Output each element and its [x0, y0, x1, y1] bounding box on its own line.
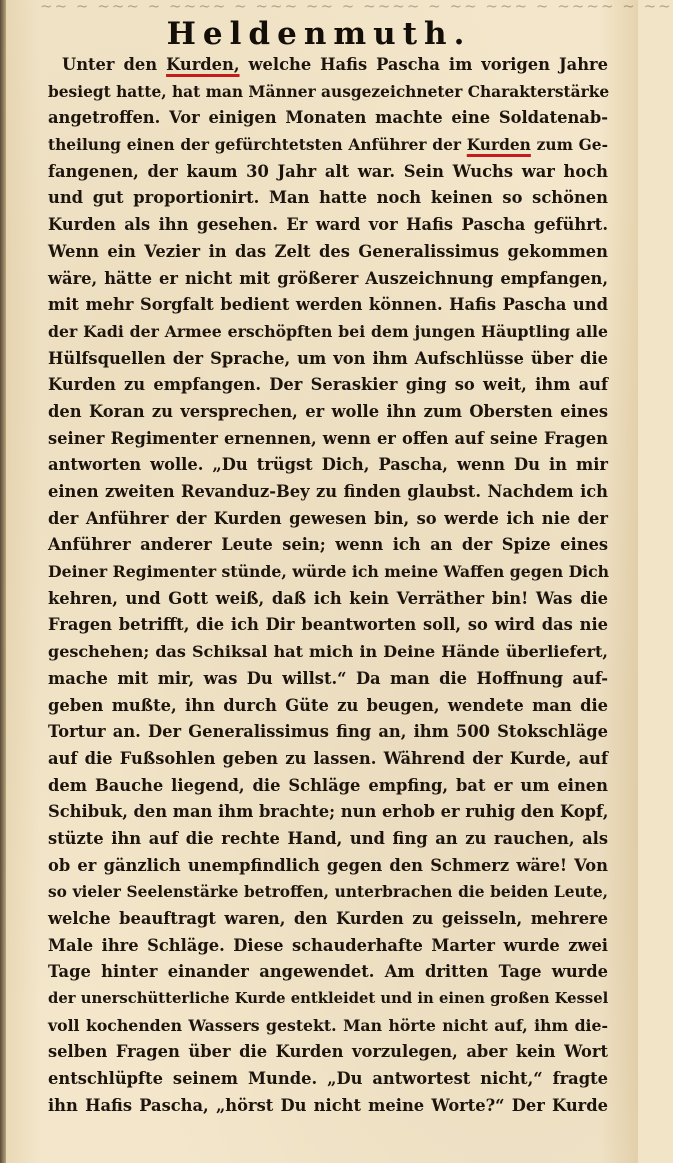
text-segment: Tage hinter einander angewendet. Am dritten Tage wurde: [48, 962, 608, 982]
text-line: [48, 853, 608, 880]
highlighted-word: Kurden: [466, 136, 531, 155]
text-segment: angetroffen. Vor einigen Monaten machte eine Soldatenab-: [48, 108, 608, 128]
bleed-through-text: ~~ ~ ~~~ ~ ~~~~ ~ ~~~ ~~ ~ ~~~~ ~ ~~ ~~~ ~ ~~~~ ~ ~~: [40, 0, 673, 15]
text-segment: auf die Fußsohlen geben zu lassen. Während der Kurde, auf: [48, 748, 608, 768]
text-line: [48, 1066, 608, 1093]
text-segment: Male ihre Schläge. Diese schauderhafte Marter wurde zwei: [48, 935, 608, 955]
text-line: [48, 185, 608, 212]
text-line: [48, 1013, 608, 1040]
text-line: [48, 933, 608, 960]
text-line: [48, 159, 608, 186]
text-segment: Hülfsquellen der Sprache, um von ihm Aufschlüsse über die: [48, 348, 608, 368]
text-line: [48, 693, 608, 720]
text-line: [48, 52, 608, 79]
text-segment: Unter den: [62, 55, 167, 74]
text-segment: Deiner Regimenter stünde, würde ich meine Waffen gegen Dich: [48, 562, 610, 582]
text-segment: selben Fragen über die Kurden vorzulegen, aber kein Wort: [48, 1042, 608, 1062]
text-segment: voll kochenden Wassers gestekt. Man hörte nicht auf, ihm die-: [48, 1015, 608, 1035]
text-segment: und gut proportionirt. Man hatte noch keinen so schönen: [48, 188, 608, 208]
text-line: [48, 105, 608, 132]
highlighted-word: Kurden,: [166, 55, 240, 74]
text-line: [48, 79, 608, 106]
text-line: [48, 906, 608, 933]
text-segment: mache mit mir, was Du willst.“ Da man die Hoffnung auf-: [48, 668, 608, 688]
text-segment: ihn Hafis Pascha, „hörst Du nicht meine Worte?“ Der Kurde: [48, 1095, 608, 1115]
text-line: [48, 372, 608, 399]
text-line: [48, 399, 608, 426]
text-line: [48, 479, 608, 506]
text-line: [48, 826, 608, 853]
text-segment: wäre, hätte er nicht mit größerer Auszeichnung empfangen,: [48, 268, 608, 288]
text-line: [48, 639, 608, 666]
text-line: [48, 346, 608, 373]
text-line: [48, 666, 608, 693]
text-line: [48, 292, 608, 319]
text-line: [48, 959, 608, 986]
text-segment: stüzte ihn auf die rechte Hand, und fing an zu rauchen, als: [48, 828, 608, 848]
text-segment: welche Hafis Pascha im vorigen Jahre: [239, 55, 608, 74]
text-segment: Anführer anderer Leute sein; wenn ich an der Spize eines: [48, 535, 608, 555]
text-segment: Wenn ein Vezier in das Zelt des Generalissimus gekommen: [48, 241, 608, 261]
text-segment: theilung einen der gefürchtetsten Anführer der: [48, 136, 467, 155]
text-segment: dem Bauche liegend, die Schläge empfing, bat er um einen: [48, 775, 608, 795]
text-segment: geschehen; das Schiksal hat mich in Deine Hände überliefert,: [48, 642, 608, 662]
text-line: [48, 1039, 608, 1066]
text-line: [48, 426, 608, 453]
text-segment: der unerschütterliche Kurde entkleidet und in einen großen Kessel: [48, 990, 609, 1008]
text-segment: einen zweiten Revanduz-Bey zu finden glaubst. Nachdem ich: [48, 482, 608, 501]
text-segment: seiner Regimenter ernennen, wenn er offen auf seine Fragen: [48, 428, 608, 448]
text-segment: Fragen betrifft, die ich Dir beantworten soll, so wird das nie: [48, 615, 608, 635]
text-segment: der Kadi der Armee erschöpften bei dem jungen Häuptling alle: [48, 321, 608, 341]
text-line: [48, 132, 608, 159]
text-segment: mit mehr Sorgfalt bedient werden können. Hafis Pascha und: [48, 295, 608, 315]
text-line: [48, 452, 608, 479]
text-line: [48, 266, 608, 293]
text-segment: kehren, und Gott weiß, daß ich kein Verräther bin! Was die: [48, 588, 608, 608]
text-segment: entschlüpfte seinem Munde. „Du antwortest nicht,“ fragte: [48, 1069, 608, 1089]
text-segment: fangenen, der kaum 30 Jahr alt war. Sein Wuchs war hoch: [48, 161, 608, 181]
text-segment: zum Ge-: [530, 136, 608, 155]
text-segment: Kurden als ihn gesehen. Er ward vor Hafis Pascha geführt.: [48, 215, 608, 235]
text-segment: Tortur an. Der Generalissimus fing an, ihm 500 Stokschläge: [48, 722, 608, 742]
text-line: [48, 612, 608, 639]
text-line: [48, 879, 608, 906]
text-line: [48, 319, 608, 346]
text-segment: so vieler Seelenstärke betroffen, unterbrachen die beiden Leute,: [48, 883, 608, 902]
text-line: [48, 719, 608, 746]
text-line: [48, 506, 608, 533]
text-line: [48, 746, 608, 773]
text-segment: ob er gänzlich unempfindlich gegen den Schmerz wäre! Von: [48, 855, 608, 875]
article-body: [48, 52, 608, 1120]
text-line: [48, 559, 608, 586]
text-segment: antworten wolle. „Du trügst Dich, Pascha, wenn Du in mir: [48, 455, 608, 475]
text-line: [48, 773, 608, 800]
text-segment: welche beauftragt waren, den Kurden zu geisseln, mehrere: [48, 909, 608, 928]
text-segment: den Koran zu versprechen, er wolle ihn zum Obersten eines: [48, 401, 608, 421]
text-segment: Schibuk, den man ihm brachte; nun erhob er ruhig den Kopf,: [48, 802, 609, 822]
text-segment: Kurden zu empfangen. Der Seraskier ging so weit, ihm auf: [48, 375, 608, 395]
text-line: [48, 212, 608, 239]
text-line: [48, 586, 608, 613]
text-segment: der Anführer der Kurden gewesen bin, so werde ich nie der: [48, 508, 608, 528]
text-line: [48, 532, 608, 559]
text-line: [48, 239, 608, 266]
page-fold-shadow: [0, 0, 6, 1163]
text-line: [48, 986, 608, 1013]
text-segment: geben mußte, ihn durch Güte zu beugen, wendete man die: [48, 695, 608, 715]
text-segment: besiegt hatte, hat man Männer ausgezeichneter Charakterstärke: [48, 82, 610, 101]
text-line: [48, 1093, 608, 1120]
text-line: [48, 799, 608, 826]
article-title: Heldenmuth.: [166, 16, 472, 52]
